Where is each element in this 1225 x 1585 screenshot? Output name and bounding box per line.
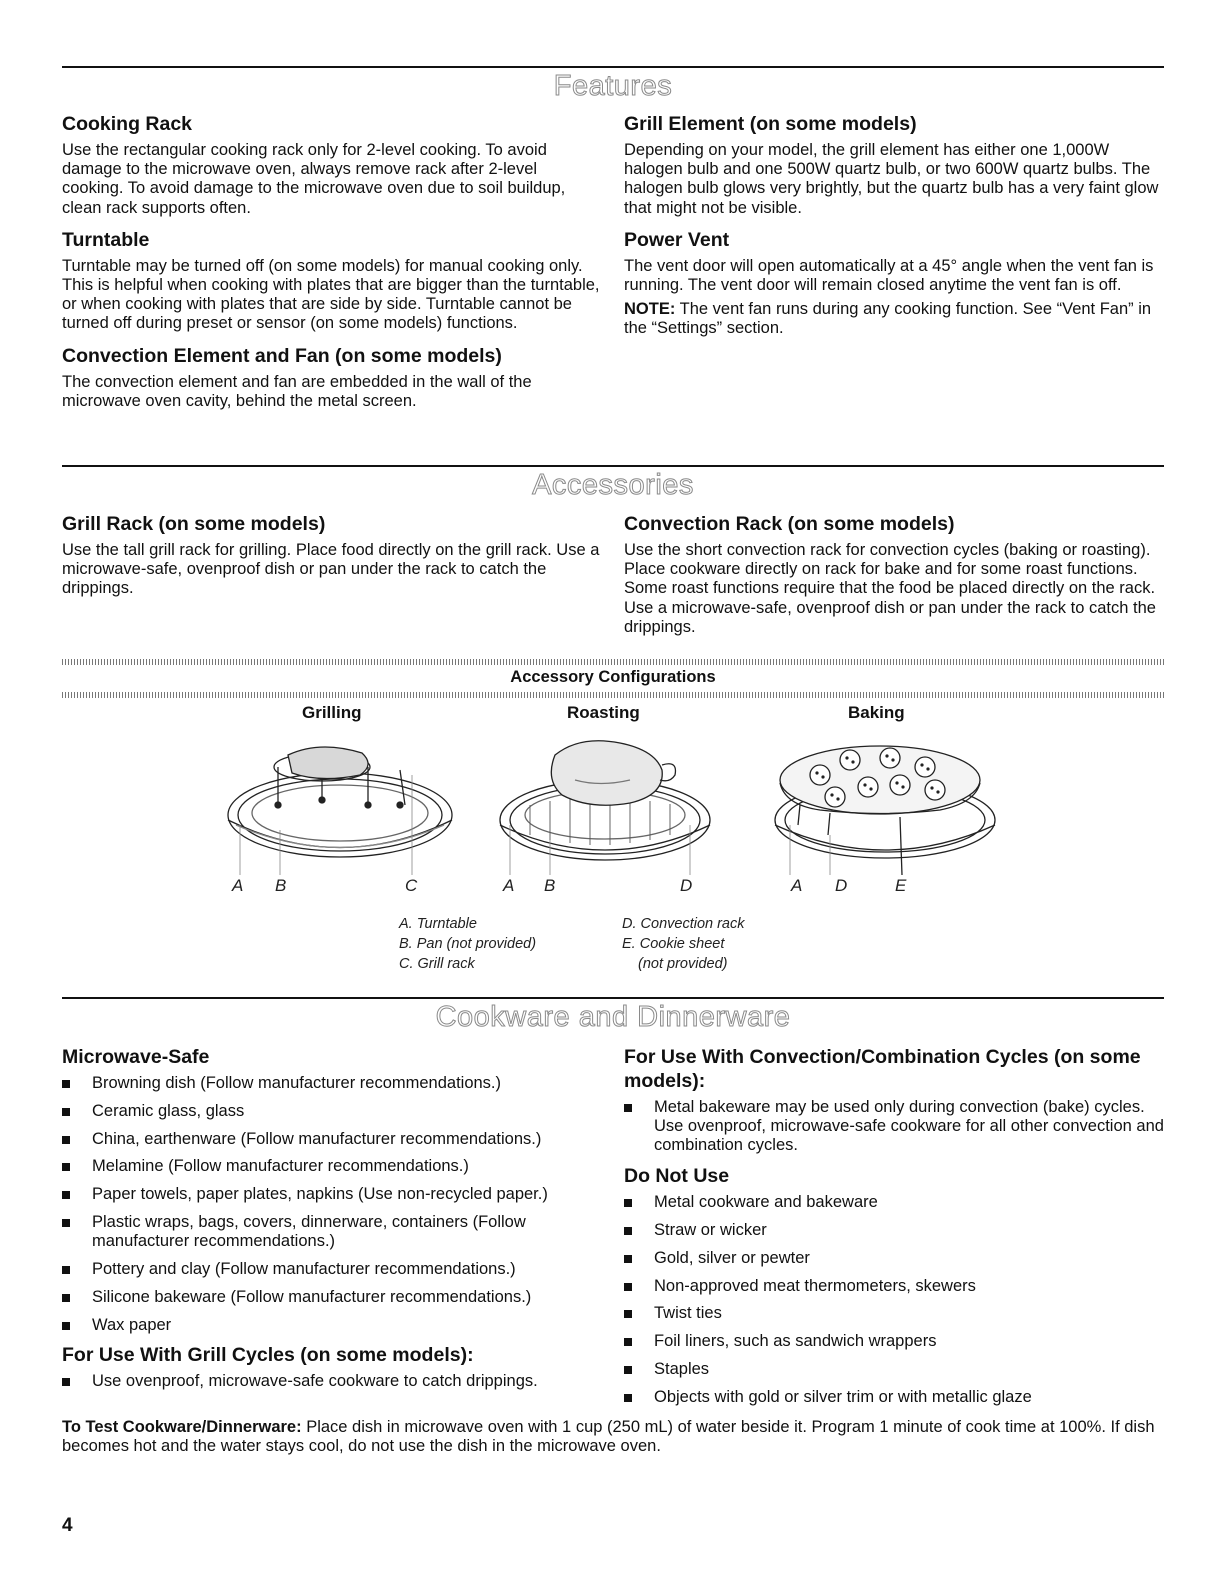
accessory-illustrations: [200, 725, 1030, 875]
figure-label-roasting: Roasting: [567, 703, 640, 722]
grill-cycles-list: [62, 1372, 602, 1391]
grilling-illustration: [228, 747, 452, 875]
part-letter: E: [895, 876, 907, 895]
legend-item: A. Turntable: [399, 916, 477, 932]
part-letter: C: [405, 876, 418, 895]
part-letter: A: [232, 876, 244, 895]
part-letter: D: [835, 876, 848, 895]
grill-element-text: Depending on your model, the grill element has either one 1,000W halogen bulb and one 500W quartz bulb, or two 600W quartz bulbs. The halogen bulb glows very brightly, but the quartz bulb has a very faint glow that might not be visible.: [624, 141, 1159, 217]
grill-element-heading: Grill Element (on some models): [624, 113, 917, 135]
part-letter: A: [503, 876, 515, 895]
roasting-illustration: [500, 741, 710, 875]
test-cookware-paragraph: [62, 1418, 1164, 1456]
microwave-safe-heading: Microwave-Safe: [62, 1046, 210, 1068]
list-item: Gold, silver or pewter: [624, 1249, 1164, 1268]
part-letter: B: [275, 876, 287, 895]
convection-element-heading: Convection Element and Fan (on some models): [62, 344, 502, 367]
power-vent-heading: Power Vent: [624, 228, 730, 251]
accessories-left-column: [62, 512, 602, 599]
note-text: The vent fan runs during any cooking function. See “Vent Fan” in the “Settings” section.: [624, 300, 1152, 338]
baking-illustration: [775, 746, 995, 875]
list-item: Foil liners, such as sandwich wrappers: [624, 1332, 1164, 1351]
list-item: Ceramic glass, glass: [62, 1102, 602, 1121]
list-item: Twist ties: [624, 1304, 1164, 1323]
convection-element-text: The convection element and fan are embedded in the wall of the microwave oven cavity, behind the metal screen.: [62, 372, 532, 410]
legend-item: (not provided): [638, 956, 728, 972]
cookware-right-column: [624, 1045, 1164, 1416]
test-label: To Test Cookware/Dinnerware:: [62, 1418, 302, 1436]
do-not-use-list: [624, 1193, 1164, 1407]
figure-label-grilling: Grilling: [302, 703, 362, 722]
part-letter: A: [791, 876, 803, 895]
list-item: Wax paper: [62, 1316, 602, 1335]
legend-right: [622, 914, 745, 974]
list-item: Non-approved meat thermometers, skewers: [624, 1277, 1164, 1296]
list-item: Silicone bakeware (Follow manufacturer recommendations.): [62, 1288, 602, 1307]
accessories-right-column: [624, 512, 1164, 637]
section-rule: [62, 997, 1164, 999]
cooking-rack-heading: Cooking Rack: [62, 113, 193, 135]
turntable-text: Turntable may be turned off (on some models) for manual cooking only. This is helpful when cooking with plates that are bigger than the turntable, or when cooking with plates that are side by side. Turntable cannot be turned off during preset or sensor (on some models) functions.: [62, 256, 600, 333]
figure-label-baking: Baking: [848, 703, 905, 722]
list-item: Objects with gold or silver trim or with metallic glaze: [624, 1388, 1164, 1407]
grill-rack-heading: Grill Rack (on some models): [62, 513, 326, 535]
list-item: Browning dish (Follow manufacturer recommendations.): [62, 1074, 602, 1093]
list-item: Metal cookware and bakeware: [624, 1193, 1164, 1212]
config-dotted-bar: [62, 659, 1164, 665]
list-item: Metal bakeware may be used only during convection (bake) cycles. Use ovenproof, microwave-safe cookware for all other convection and combination cycles.: [624, 1098, 1164, 1156]
convection-cycles-list: [624, 1098, 1164, 1156]
config-dotted-bar: [62, 692, 1164, 698]
cookware-title: Cookware and Dinnerware: [435, 1001, 791, 1033]
list-item: Straw or wicker: [624, 1221, 1164, 1240]
features-right-column: [624, 112, 1164, 339]
note-label: NOTE:: [624, 300, 676, 319]
vent-note: [624, 300, 1164, 338]
list-item: Plastic wraps, bags, covers, dinnerware, containers (Follow manufacturer recommendations.): [62, 1213, 602, 1251]
legend-left: [399, 914, 536, 974]
power-vent-text: The vent door will open automatically at a 45° angle when the vent fan is running. The vent door will remain closed anytime the vent fan is off.: [624, 256, 1154, 295]
section-rule: [62, 66, 1164, 68]
part-letter: D: [680, 876, 693, 895]
legend-item: D. Convection rack: [622, 916, 745, 932]
config-title: Accessory Configurations: [510, 668, 716, 686]
grill-rack-text: Use the tall grill rack for grilling. Place food directly on the grill rack. Use a microwave-safe, ovenproof dish or pan under the rack to catch the drippings.: [62, 541, 600, 598]
section-rule: [62, 465, 1164, 467]
legend-item: E. Cookie sheet: [622, 936, 725, 952]
do-not-use-heading: Do Not Use: [624, 1165, 730, 1188]
convection-rack-heading: Convection Rack (on some models): [624, 513, 955, 535]
features-left-column: [62, 112, 602, 411]
legend-item: B. Pan (not provided): [399, 936, 537, 952]
legend-item: C. Grill rack: [399, 956, 475, 972]
features-title: Features: [553, 70, 673, 102]
turntable-heading: Turntable: [62, 228, 150, 251]
accessories-title: Accessories: [532, 469, 694, 501]
cooking-rack-text: Use the rectangular cooking rack only for 2-level cooking. To avoid damage to the microwave oven, always remove rack after 2-level cooking. To avoid damage to the microwave oven due to soil buildup, clean rack supports often.: [62, 141, 566, 217]
list-item: Melamine (Follow manufacturer recommendations.): [62, 1157, 602, 1176]
list-item: Staples: [624, 1360, 1164, 1379]
test-text: Place dish in microwave oven with 1 cup (250 mL) of water beside it. Program 1 minute of cook time at 100%. If dish becomes hot and the water stays cool, do not use the dish in the microwave oven.: [62, 1418, 1155, 1456]
convection-rack-text: Use the short convection rack for convection cycles (baking or roasting). Place cookware directly on rack for bake and for some roast functions. Some roast functions require that the food be placed directly on the rack. Use a microwave-safe, ovenproof dish or pan under the rack to catch the drippings.: [624, 541, 1156, 636]
list-item: Pottery and clay (Follow manufacturer recommendations.): [62, 1260, 602, 1279]
microwave-safe-list: [62, 1074, 602, 1335]
convection-cycles-heading: For Use With Convection/Combination Cycles (on some models):: [624, 1046, 1141, 1092]
part-letter: B: [544, 876, 556, 895]
grill-cycles-heading: For Use With Grill Cycles (on some models):: [62, 1344, 474, 1367]
list-item: Use ovenproof, microwave-safe cookware to catch drippings.: [62, 1372, 602, 1391]
page-number: 4: [62, 1515, 73, 1536]
list-item: China, earthenware (Follow manufacturer recommendations.): [62, 1130, 602, 1149]
cookware-left-column: [62, 1045, 602, 1400]
list-item: Paper towels, paper plates, napkins (Use non-recycled paper.): [62, 1185, 602, 1204]
